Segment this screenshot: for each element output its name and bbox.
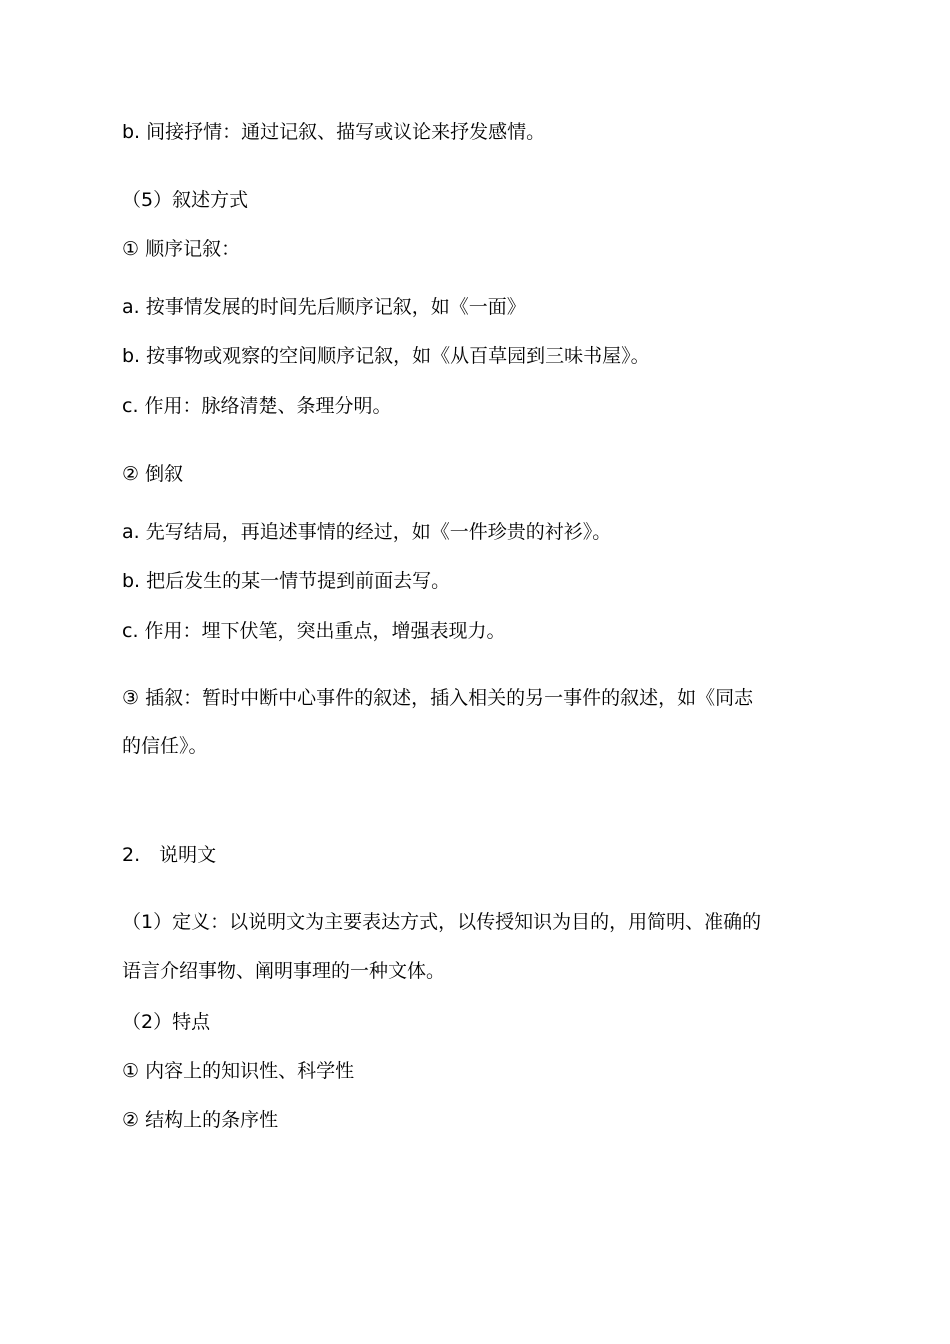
text-line-definition-continued: 语言介绍事物、阐明事理的一种文体。 bbox=[122, 960, 446, 982]
text-line-definition: （1）定义：以说明文为主要表达方式，以传授知识为目的，用简明、准确的 bbox=[122, 911, 762, 933]
text-line-interpolated-continued: 的信任》。 bbox=[122, 735, 208, 757]
text-line-space-order: b. 按事物或观察的空间顺序记叙，如《从百草园到三味书屋》。 bbox=[122, 345, 650, 367]
text-line-flashback-ending-first: a. 先写结局，再追述事情的经过，如《一件珍贵的衬衫》。 bbox=[122, 521, 612, 543]
heading-narrative-methods: （5）叙述方式 bbox=[122, 189, 249, 211]
text-line-indirect-lyricism: b. 间接抒情：通过记叙、描写或议论来抒发感情。 bbox=[122, 121, 546, 143]
text-line-interpolated-narration: ③ 插叙：暂时中断中心事件的叙述，插入相关的另一事件的叙述，如《同志 bbox=[122, 687, 754, 709]
heading-expository-text: 2. 说明文 bbox=[122, 844, 217, 866]
text-line-flashback-effect: c. 作用：埋下伏笔，突出重点，增强表现力。 bbox=[122, 620, 506, 642]
text-line-flashback-plot-forward: b. 把后发生的某一情节提到前面去写。 bbox=[122, 570, 451, 592]
text-line-time-order: a. 按事情发展的时间先后顺序记叙，如《一面》 bbox=[122, 296, 526, 318]
text-line-sequential-effect: c. 作用：脉络清楚、条理分明。 bbox=[122, 395, 392, 417]
text-line-content-knowledge: ① 内容上的知识性、科学性 bbox=[122, 1060, 355, 1082]
subheading-sequential-narration: ① 顺序记叙： bbox=[122, 238, 241, 260]
subheading-flashback: ② 倒叙 bbox=[122, 463, 184, 485]
heading-characteristics: （2）特点 bbox=[122, 1011, 211, 1033]
text-line-structure-order: ② 结构上的条序性 bbox=[122, 1109, 279, 1131]
